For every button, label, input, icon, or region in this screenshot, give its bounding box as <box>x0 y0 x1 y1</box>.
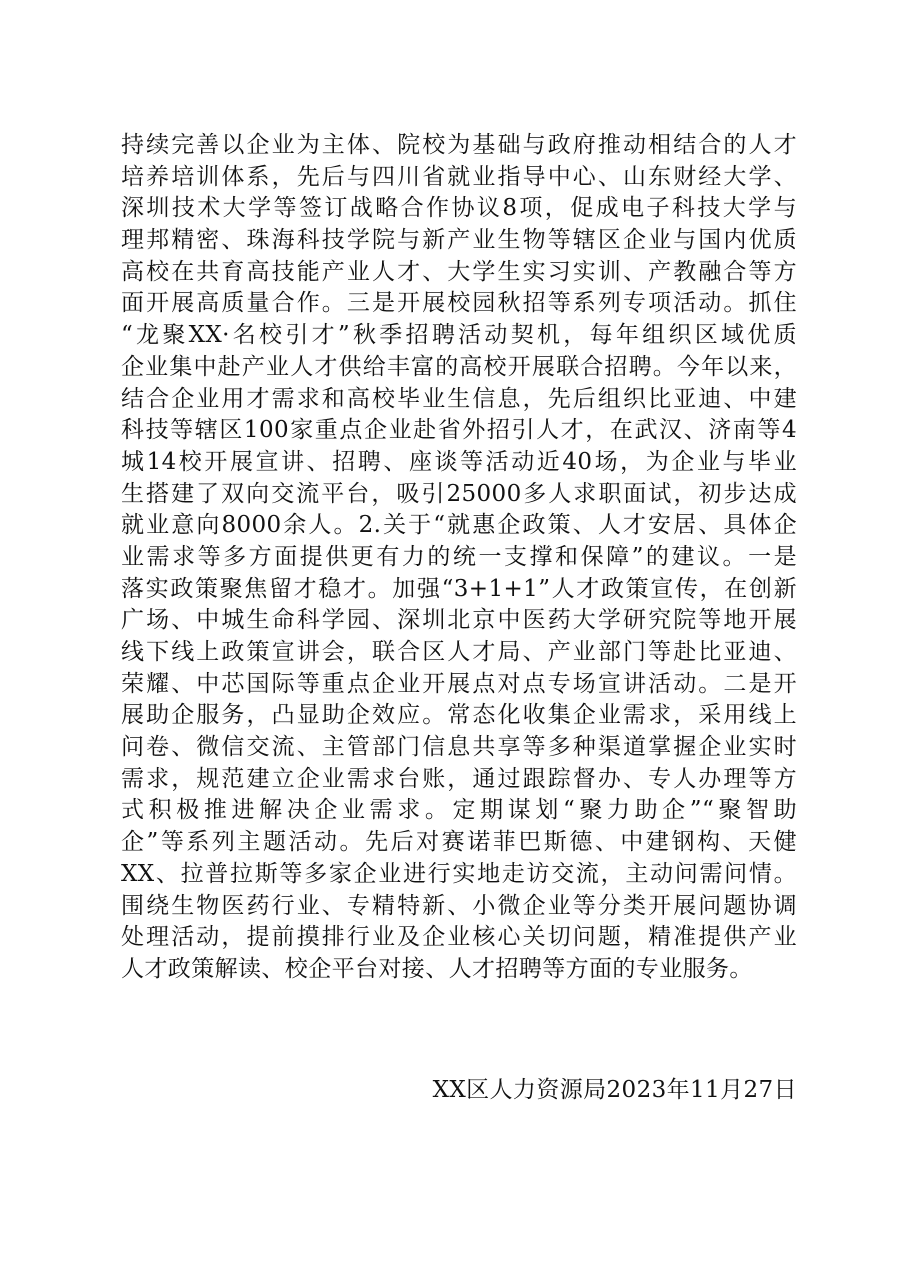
body-line: 培养培训体系，先后与四川省就业指导中心、山东财经大学、 <box>121 163 797 190</box>
body-line: 荣耀、中芯国际等重点企业开展点对点专场宣讲活动。二是开 <box>121 670 797 697</box>
body-line: 处理活动，提前摸排行业及企业核心关切问题，精准提供产业 <box>121 924 797 951</box>
body-line: 人才政策解读、校企平台对接、人才招聘等方面的专业服务。 <box>121 955 753 982</box>
body-line: 落实政策聚焦留才稳才。加强“3+1+1”人才政策宣传，在创新 <box>121 575 797 602</box>
body-line: 生搭建了双向交流平台，吸引25000多人求职面试，初步达成 <box>121 480 797 507</box>
body-line: 企业集中赴产业人才供给丰富的高校开展联合招聘。今年以来， <box>121 353 797 380</box>
body-line: 面开展高质量合作。三是开展校园秋招等系列专项活动。抓住 <box>121 290 797 317</box>
body-line: 线下线上政策宣讲会，联合区人才局、产业部门等赴比亚迪、 <box>121 639 797 665</box>
body-line: 持续完善以企业为主体、院校为基础与政府推动相结合的人才 <box>121 132 797 158</box>
body-line: 围绕生物医药行业、专精特新、小微企业等分类开展问题协调 <box>121 892 797 919</box>
body-line: 问卷、微信交流、主管部门信息共享等多种渠道掌握企业实时 <box>121 734 797 761</box>
body-text <box>121 130 797 986</box>
signature-line: XX区人力资源局2023年11月27日 <box>432 1077 797 1103</box>
body-line: 式积极推进解决企业需求。定期谋划“聚力助企”“聚智助 <box>121 797 797 824</box>
body-line: 深圳技术大学等签订战略合作协议8项，促成电子科技大学与 <box>121 195 797 222</box>
body-line: 结合企业用才需求和高校毕业生信息，先后组织比亚迪、中建 <box>121 385 797 412</box>
body-line: 需求，规范建立企业需求台账，通过跟踪督办、专人办理等方 <box>121 765 797 792</box>
body-line: 企”等系列主题活动。先后对赛诺菲巴斯德、中建钢构、天健 <box>121 829 797 856</box>
body-line: 科技等辖区100家重点企业赴省外招引人才，在武汉、济南等4 <box>121 417 797 444</box>
body-line: 理邦精密、珠海科技学院与新产业生物等辖区企业与国内优质 <box>121 227 797 254</box>
body-line: “龙聚XX·名校引才”秋季招聘活动契机，每年组织区域优质 <box>121 322 797 349</box>
body-line: 就业意向8000余人。2.关于“就惠企政策、人才安居、具体企 <box>121 512 797 539</box>
body-line: 展助企服务，凸显助企效应。常态化收集企业需求，采用线上 <box>121 702 797 729</box>
body-line: 高校在共育高技能产业人才、大学生实习实训、产教融合等方 <box>121 258 797 285</box>
body-line: 业需求等多方面提供更有力的统一支撑和保障”的建议。一是 <box>121 543 797 570</box>
body-line: XX、拉普拉斯等多家企业进行实地走访交流，主动问需问情。 <box>121 860 797 887</box>
body-line: 城14校开展宣讲、招聘、座谈等活动近40场，为企业与毕业 <box>121 448 797 475</box>
body-line: 广场、中城生命科学园、深圳北京中医药大学研究院等地开展 <box>121 607 797 634</box>
